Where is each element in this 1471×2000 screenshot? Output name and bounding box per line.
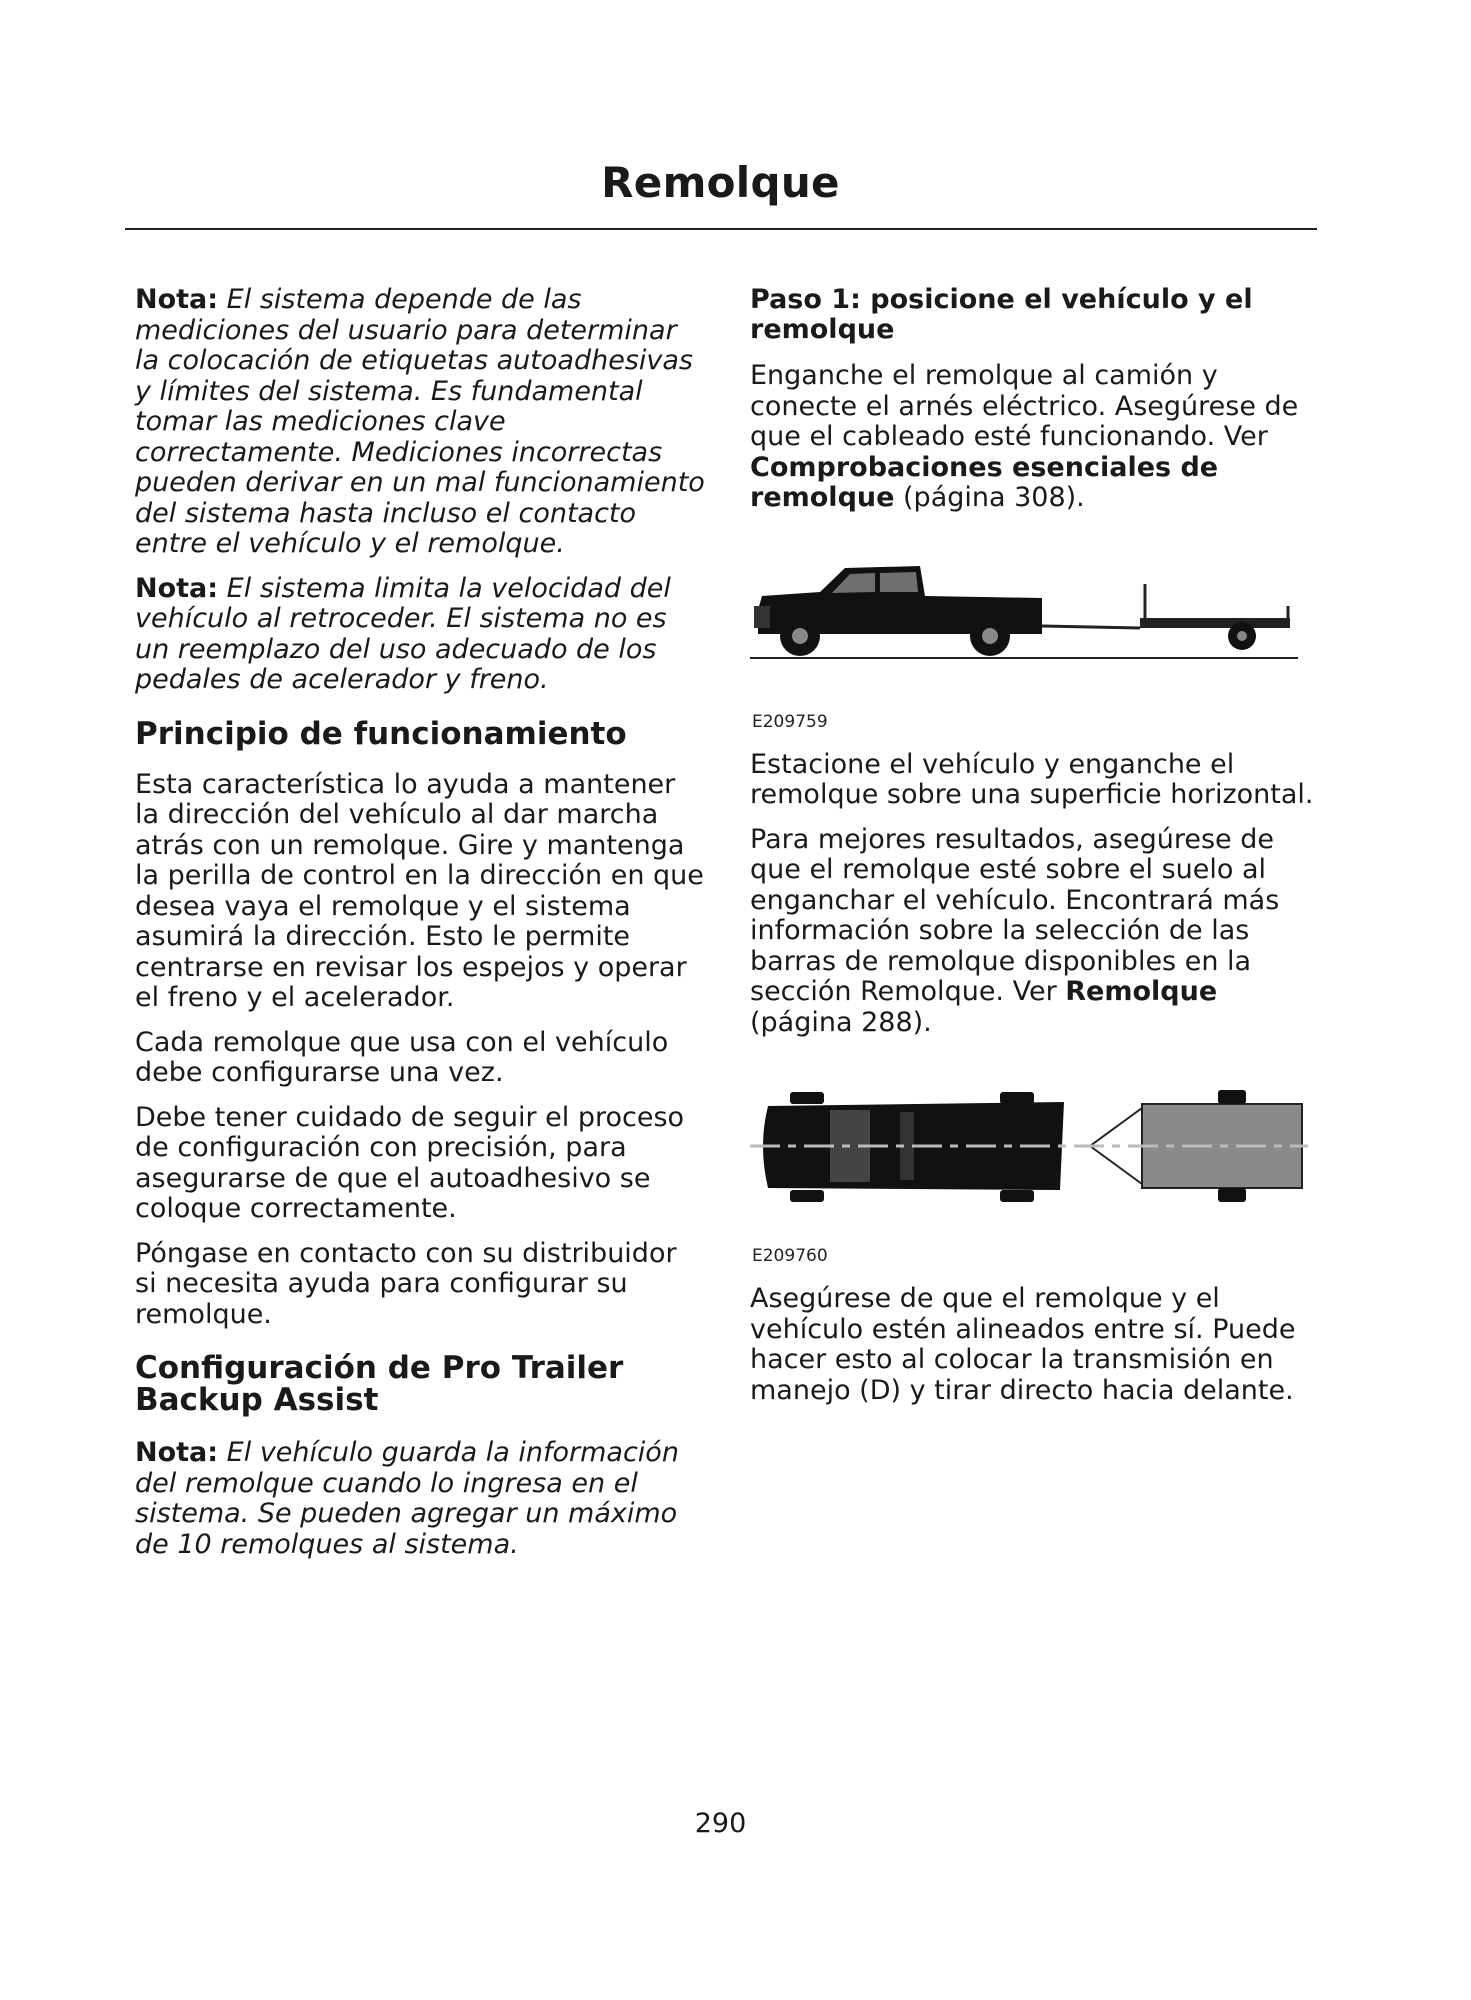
page-number: 290 bbox=[694, 1808, 747, 1839]
paragraph: Póngase en contacto con su distribuidor si necesita ayuda para configurar su remolque. bbox=[135, 1237, 677, 1330]
page-title: Remolque bbox=[601, 158, 840, 207]
note-label: Nota: bbox=[135, 1437, 219, 1468]
paragraph bbox=[750, 825, 1320, 1039]
truck-with-trailer-top-illustration bbox=[750, 1078, 1310, 1218]
title-divider bbox=[125, 228, 1317, 230]
paragraph: Debe tener cuidado de seguir el proceso de configuración con precisión, para asegurarse de que el autoadhesivo se coloque correctamente. bbox=[135, 1101, 685, 1224]
note-speed-limit bbox=[135, 574, 705, 696]
paragraph: Cada remolque que usa con el vehículo debe configurarse una vez. bbox=[135, 1026, 669, 1088]
step1-heading: Paso 1: posicione el vehículo y el remolque bbox=[750, 284, 1253, 345]
paragraph: Asegúrese de que el remolque y el vehículo estén alineados entre sí. Puede hacer esto al colocar la transmisión en manejo (D) y tirar directo hacia delante. bbox=[750, 1283, 1296, 1406]
figure-code: E209759 bbox=[752, 711, 828, 732]
note-text: El sistema depende de las mediciones del usuario para determinar la colocación de etiquetas autoadhesivas y límites del sistema. Es fundamental tomar las mediciones clave correctamente. Mediciones incorrectas pueden derivar en un mal funcionamiento del sistema hasta incluso el contacto entre el vehículo y el remolque. bbox=[135, 284, 705, 559]
note-text: El sistema limita la velocidad del vehículo al retroceder. El sistema no es un reemplazo del uso adecuado de los pedales de acelerador y freno. bbox=[135, 572, 671, 695]
cross-reference-link[interactable]: Comprobaciones esenciales de remolque bbox=[750, 451, 1219, 513]
truck-with-trailer-side-illustration bbox=[750, 548, 1310, 678]
section-heading-principle: Principio de funcionamiento bbox=[135, 715, 627, 752]
note-text: El vehículo guarda la información del remolque cuando lo ingresa en el sistema. Se pueden agregar un máximo de 10 remolques al sistema. bbox=[135, 1437, 679, 1560]
paragraph bbox=[750, 361, 1320, 514]
left-column bbox=[135, 285, 705, 1574]
figure-truck-side-view bbox=[750, 548, 1320, 732]
note-measurements bbox=[135, 285, 705, 560]
paragraph: Esta característica lo ayuda a mantener la dirección del vehículo al dar marcha atrás con un remolque. Gire y mantenga la perilla de control en la dirección en que desea vaya el remolque y el sistema asumirá la dirección. Esto le permite centrarse en revisar los espejos y operar el freno y el acelerador. bbox=[135, 768, 704, 1013]
paragraph-text: Enganche el remolque al camión y conecte el arnés eléctrico. Asegúrese de que el cableado esté funcionando. Ver bbox=[750, 360, 1299, 452]
right-column bbox=[750, 285, 1320, 1420]
page-reference: (página 308). bbox=[894, 482, 1085, 513]
figure-truck-top-view bbox=[750, 1078, 1320, 1266]
paragraph-text: Para mejores resultados, asegúrese de que el remolque esté sobre el suelo al enganchar el vehículo. Encontrará más información sobre la selección de las barras de remolque disponibles en la sección Remolque. Ver bbox=[750, 823, 1280, 1007]
note-label: Nota: bbox=[135, 572, 219, 604]
note-label: Nota: bbox=[135, 284, 219, 315]
section-heading-configuration: Configuración de Pro Trailer Backup Assist bbox=[135, 1350, 624, 1418]
note-trailer-storage bbox=[135, 1438, 705, 1560]
cross-reference-link[interactable]: Remolque bbox=[1065, 976, 1218, 1007]
figure-code: E209760 bbox=[752, 1246, 828, 1266]
page-reference: (página 288). bbox=[750, 1006, 932, 1038]
paragraph: Estacione el vehículo y enganche el remolque sobre una superficie horizontal. bbox=[750, 748, 1314, 810]
